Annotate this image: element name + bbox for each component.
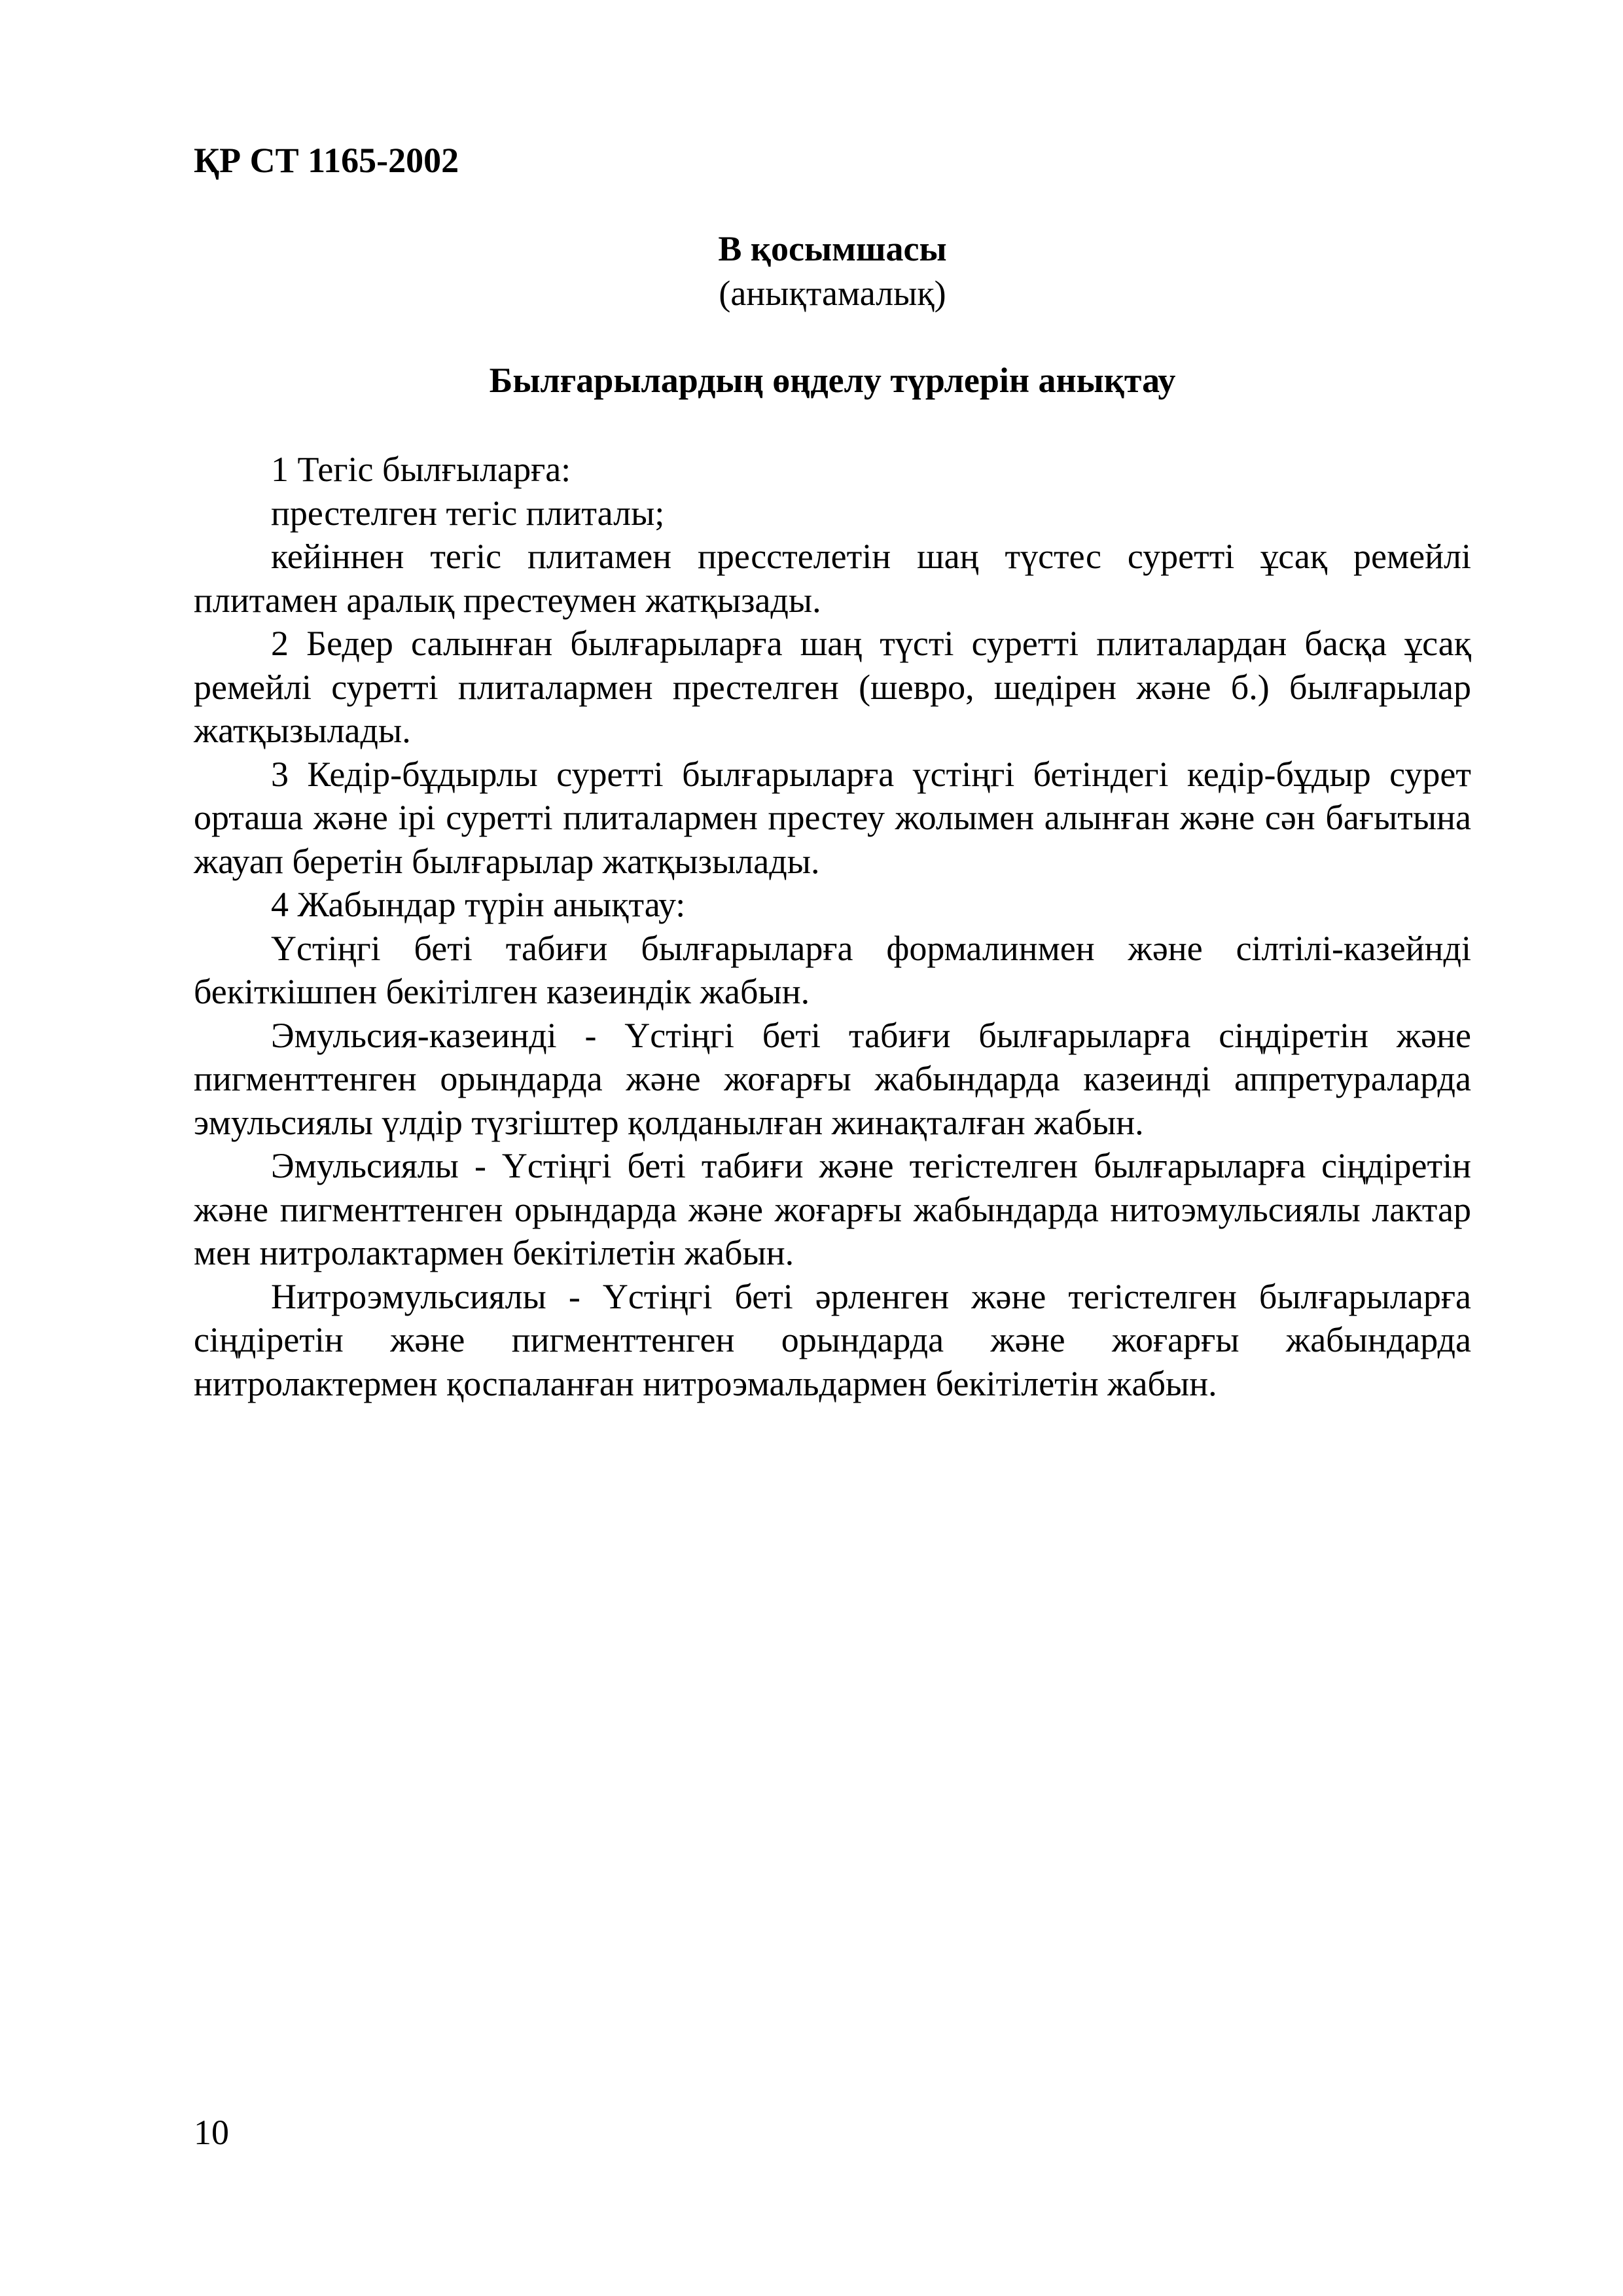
paragraph: 3 Кедір-бұдырлы суретті былғарыларға үстіңгі бетіндегі кедір-бұдыр сурет орташа және ірі суретті плиталармен престеу жолымен алынған және сән бағытына жауап беретін былғарылар жатқызылады. bbox=[194, 754, 1471, 881]
annex-type: (анықтамалық) bbox=[719, 274, 946, 313]
paragraph: Эмульсия-казеинді - Үстіңгі беті табиғи былғарыларға сіңдіретін және пигменттенген орындарда және жоғарғы жабындарда казеинді аппретураларда эмульсиялы үлдір түзгіштер қолданылған жинақталған жабын. bbox=[194, 1015, 1471, 1142]
document-code: ҚР СТ 1165-2002 bbox=[194, 141, 459, 180]
page-number: 10 bbox=[194, 2113, 229, 2152]
body-text bbox=[194, 448, 1471, 1405]
paragraph: 1 Тегіс былғыларға: bbox=[271, 450, 571, 489]
paragraph: 2 Бедер салынған былғарыларға шаң түсті суретті плиталардан басқа ұсақ ремейлі суретті плиталармен престелген (шевро, шедірен және б.) былғарылар жатқызылады. bbox=[194, 624, 1471, 750]
paragraph: 4 Жабындар түрін анықтау: bbox=[271, 885, 686, 924]
paragraph: Үстіңгі беті табиғи былғарыларға формалинмен және сілтілі-казейнді бекіткішпен бекітілген казеиндік жабын. bbox=[194, 928, 1471, 1011]
paragraph: кейіннен тегіс плитамен пресстелетін шаң түстес суретті ұсақ ремейлі плитамен аралық престеумен жатқызады. bbox=[194, 537, 1471, 620]
paragraph: Эмульсиялы - Үстіңгі беті табиғи және тегістелген былғарыларға сіңдіретін және пигменттенген орындарда және жоғарғы жабындарда нитоэмульсиялы лактар мен нитролактармен бекітілетін жабын. bbox=[194, 1146, 1471, 1272]
paragraph: Нитроэмульсиялы - Үстіңгі беті әрленген және тегістелген былғарыларға сіңдіретін және пигменттенген орындарда және жоғарғы жабындарда нитролактермен қоспаланған нитроэмальдармен бекітілетін жабын. bbox=[194, 1276, 1471, 1403]
section-heading: Былғарылардың өңделу түрлерін анықтау bbox=[489, 361, 1176, 400]
annex-title: В қосымшасы bbox=[718, 229, 947, 268]
paragraph: престелген тегіс плиталы; bbox=[271, 493, 665, 533]
